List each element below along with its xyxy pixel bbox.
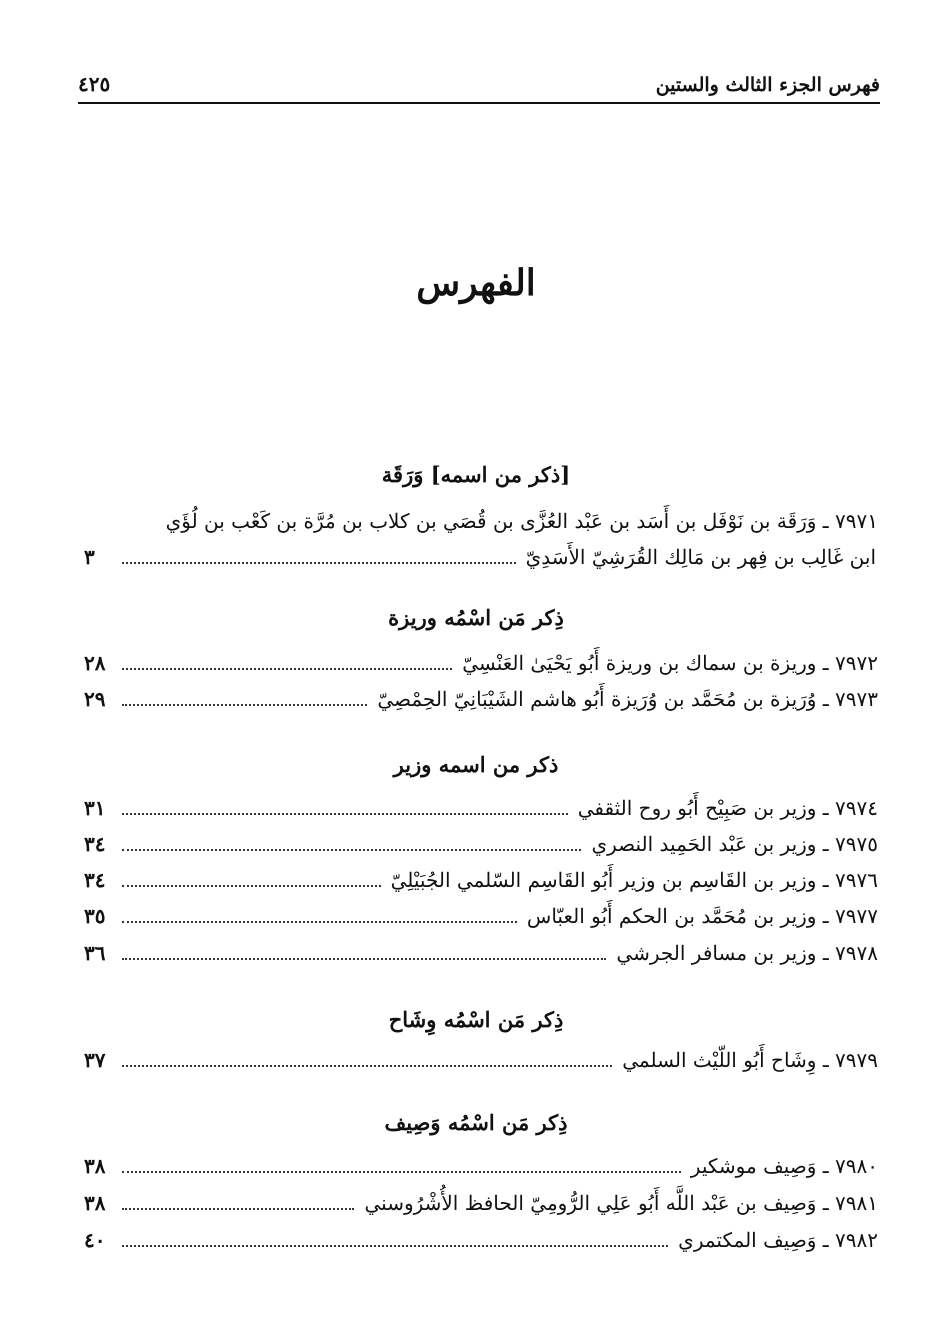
entry-page-number: ٣٤ (84, 832, 106, 856)
entry-text: ٧٩٧٢ ـ وريزة بن سماك بن وريزة أَبُو يَحْيَىٰ العَنْسِيّ (462, 651, 878, 675)
entry-page-number: ٢٩ (84, 687, 106, 711)
entry-text: ٧٩٧١ ـ وَرَقَة بن نَوْفَل بن أَسَد بن عَبْد العُزَّى بن قُصَي بن كلاب بن مُرَّة بن كَعْب بن لُؤَي (165, 509, 878, 533)
dot-leader (122, 921, 517, 923)
entry-7975 (84, 827, 878, 861)
entry-page-number: ٣٧ (84, 1048, 106, 1072)
entry-7971-line2 (84, 540, 878, 574)
dot-leader (122, 562, 516, 564)
entry-page-number: ٤٠ (84, 1228, 106, 1252)
dot-leader (122, 1171, 681, 1173)
entry-page-number: ٣٦ (84, 941, 106, 965)
entry-7972 (84, 646, 878, 680)
entry-page-number: ٣٤ (84, 868, 106, 892)
entry-page-number: ٢٨ (84, 651, 106, 675)
entry-text: ٧٩٨٠ ـ وَصِيف موشكير (690, 1154, 878, 1178)
dot-leader (122, 1208, 354, 1210)
dot-leader (122, 668, 452, 670)
entry-text: ٧٩٧٤ ـ وزير بن صَبِيْح أَبُو روح الثقفي (577, 796, 878, 820)
entry-7978 (84, 936, 878, 970)
entry-text: ٧٩٨٢ ـ وَصِيف المكتمري (678, 1228, 878, 1252)
page-number: ٤٢٥ (78, 72, 111, 96)
entry-page-number: ٣١ (84, 796, 106, 820)
dot-leader (122, 1245, 668, 1247)
section-heading-wishah: ذِكر مَن اسْمُه وِشَاح (388, 1007, 564, 1032)
entry-7974 (84, 791, 878, 825)
entry-page-number: ٣٨ (84, 1191, 106, 1215)
section-heading-wazir: ذكر من اسمه وزير (393, 752, 559, 777)
entry-7976 (84, 863, 878, 897)
entry-page-number: ٣٨ (84, 1154, 106, 1178)
dot-leader (122, 958, 606, 960)
entry-text: ٧٩٧٧ ـ وزير بن مُحَمَّد بن الحكم أَبُو العبّاس (526, 904, 878, 928)
entry-7977 (84, 899, 878, 933)
entry-7973 (84, 682, 878, 716)
entry-7971-line1 (84, 504, 878, 538)
entry-7979 (84, 1043, 878, 1077)
entry-text: ٧٩٧٨ ـ وزير بن مسافر الجرشي (616, 941, 878, 965)
dot-leader (122, 813, 568, 815)
section-heading-wasif: ذِكر مَن اسْمُه وَصِيف (384, 1110, 568, 1135)
dot-leader (122, 704, 367, 706)
entry-text: ابن غَالِب بن فِهر بن مَالِك القُرَشِيّ الأَسَدِيّ (525, 545, 876, 569)
running-title: فهرس الجزء الثالث والستين (655, 74, 880, 96)
entry-7980 (84, 1149, 878, 1183)
entry-page-number: ٣٥ (84, 904, 106, 928)
dot-leader (122, 885, 381, 887)
entry-7982 (84, 1223, 878, 1257)
running-header (78, 64, 880, 104)
entry-page-number: ٣ (84, 545, 95, 569)
entry-7981 (84, 1186, 878, 1220)
entry-text: ٧٩٧٩ ـ وِشَاح أَبُو اللّيْث السلمي (622, 1048, 878, 1072)
entry-text: ٧٩٧٦ ـ وزير بن القَاسِم بن وزير أَبُو القَاسِم السّلمي الجُبَيْلِيّ (390, 868, 878, 892)
section-heading-waraqa: [ذكر من اسمه] وَرَقَة (381, 462, 571, 487)
entry-text: ٧٩٨١ ـ وَصِيف بن عَبْد اللَّه أَبُو عَلِي الرُّومِيّ الحافظ الأُشْرُوسني (364, 1191, 878, 1215)
dot-leader (122, 849, 581, 851)
entry-text: ٧٩٧٣ ـ وُرَيزة بن مُحَمَّد بن وُرَيزة أَبُو هاشم الشَيْبَانِيّ الحِمْصِيّ (377, 687, 878, 711)
page-title: الفهرس (416, 262, 536, 304)
entry-text: ٧٩٧٥ ـ وزير بن عَبْد الحَمِيد النصري (591, 832, 878, 856)
dot-leader (122, 1065, 612, 1067)
section-heading-wariza: ذِكر مَن اسْمُه وريزة (388, 605, 564, 630)
